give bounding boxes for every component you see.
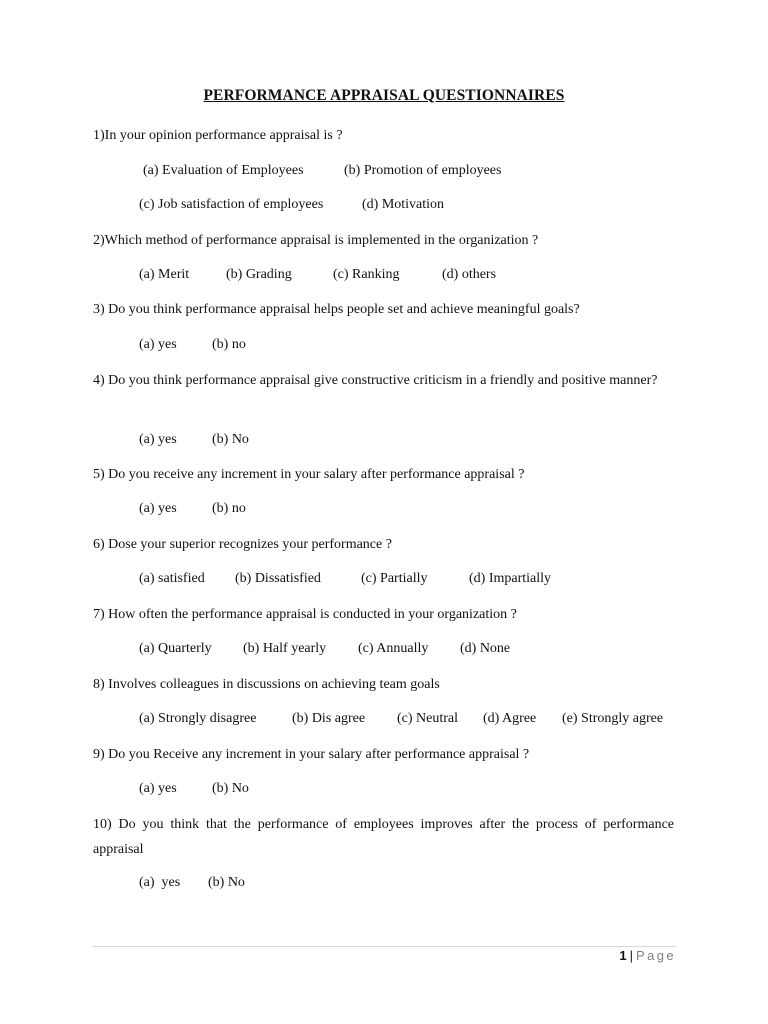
question-2: 2)Which method of performance appraisal is implemented in the organization ?: [93, 233, 539, 248]
question-4-option-a: (a) yes: [139, 432, 177, 447]
page-footer: [619, 946, 676, 966]
question-1-option-d: (d) Motivation: [362, 197, 445, 212]
footer-divider: [93, 946, 676, 947]
question-7: 7) How often the performance appraisal is conducted in your organization ?: [93, 607, 517, 622]
question-8-option-e: (e) Strongly agree: [562, 711, 664, 726]
question-3-option-b: (b) no: [212, 337, 246, 352]
question-5: 5) Do you receive any increment in your salary after performance appraisal ?: [93, 467, 525, 482]
question-5-option-a: (a) yes: [139, 501, 177, 516]
page-number: 1: [619, 948, 627, 963]
question-9-option-a: (a) yes: [139, 781, 177, 796]
question-8-option-c: (c) Neutral: [397, 711, 459, 726]
question-10-option-a: (a) yes: [139, 875, 181, 890]
question-6-option-b: (b) Dissatisfied: [235, 571, 321, 586]
question-8-option-a: (a) Strongly disagree: [139, 711, 257, 726]
question-7-option-c: (c) Annually: [358, 641, 429, 656]
question-6-option-c: (c) Partially: [361, 571, 428, 586]
page-separator: |: [629, 948, 634, 963]
question-1: 1)In your opinion performance appraisal is ?: [93, 128, 343, 143]
question-6-option-d: (d) Impartially: [469, 571, 552, 586]
question-7-option-b: (b) Half yearly: [243, 641, 327, 656]
question-9-option-b: (b) No: [212, 781, 249, 796]
question-2-option-a: (a) Merit: [139, 267, 190, 282]
question-3-option-a: (a) yes: [139, 337, 177, 352]
question-1-option-a: (a) Evaluation of Employees: [143, 163, 304, 178]
question-6-option-a: (a) satisfied: [139, 571, 205, 586]
document-title: PERFORMANCE APPRAISAL QUESTIONNAIRES: [203, 87, 565, 104]
question-6: 6) Dose your superior recognizes your performance ?: [93, 537, 392, 552]
question-2-option-c: (c) Ranking: [333, 267, 400, 282]
question-7-option-a: (a) Quarterly: [139, 641, 212, 656]
question-2-option-d: (d) others: [442, 267, 497, 282]
question-8: 8) Involves colleagues in discussions on achieving team goals: [93, 677, 440, 692]
question-1-option-b: (b) Promotion of employees: [344, 163, 502, 178]
question-4: 4) Do you think performance appraisal give constructive criticism in a friendly and positive manner?: [93, 373, 658, 388]
question-4-option-b: (b) No: [212, 432, 249, 447]
question-5-option-b: (b) no: [212, 501, 246, 516]
question-9: 9) Do you Receive any increment in your salary after performance appraisal ?: [93, 747, 530, 762]
question-1-option-c: (c) Job satisfaction of employees: [139, 197, 324, 212]
question-10: 10) Do you think that the performance of employees improves after the process of performance appraisal: [93, 817, 674, 857]
question-2-option-b: (b) Grading: [226, 267, 292, 282]
question-10-option-b: (b) No: [208, 875, 245, 890]
question-8-option-b: (b) Dis agree: [292, 711, 366, 726]
question-8-option-d: (d) Agree: [483, 711, 537, 726]
question-7-option-d: (d) None: [460, 641, 511, 656]
page-label: Page: [636, 948, 676, 963]
question-3: 3) Do you think performance appraisal helps people set and achieve meaningful goals?: [93, 302, 580, 317]
